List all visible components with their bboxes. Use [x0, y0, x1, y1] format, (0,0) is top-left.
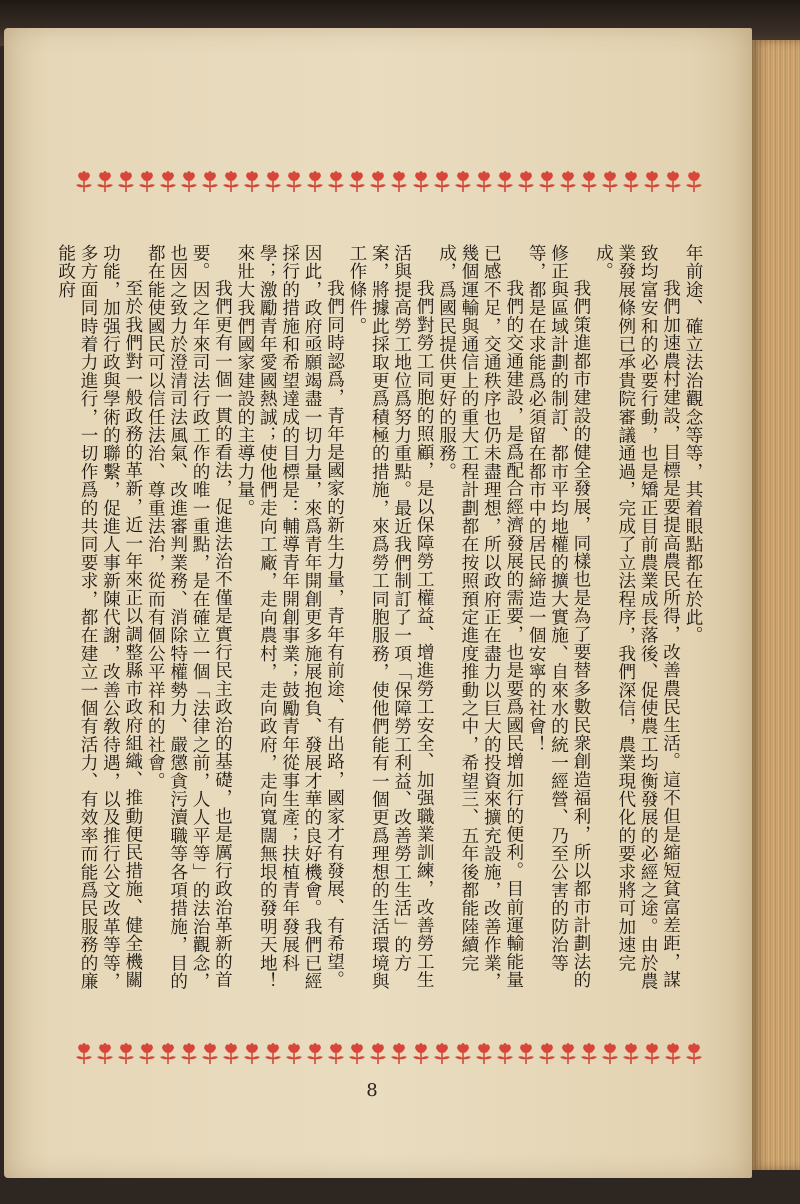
flower-ornament-icon [179, 1041, 199, 1065]
flower-ornament-icon [432, 1041, 452, 1065]
flower-ornament-icon [200, 1041, 220, 1065]
flower-ornament-icon [284, 169, 304, 193]
flower-ornament-icon [389, 169, 409, 193]
flower-ornament-icon [116, 1041, 136, 1065]
flower-ornament-icon [558, 1041, 578, 1065]
flower-ornament-icon [221, 169, 241, 193]
page-number: 8 [366, 1080, 378, 1101]
flower-ornament-icon [642, 1041, 662, 1065]
paragraph: 我們同時認爲，青年是國家的新生力量，青年有前途、有出路，國家才有發展、有希望。因此，政府亟願竭盡一切力量，來爲青年開創更多施展抱負、發展才華的良好機會。我們已經採行的措施和希望達成的目標是：輔導青年開創事業；鼓勵青年從事生產；扶植青年發展科學；激勵青年愛國熱誠；使他們走向工廠，走向農村，走向政府，走向寬闊無垠的發明天地！來壯大我們國家建設的主導力量。 [234, 244, 345, 991]
flower-ornament-icon [95, 169, 115, 193]
flower-ornament-icon [263, 1041, 283, 1065]
flower-ornament-icon [368, 169, 388, 193]
flower-ornament-icon [116, 169, 136, 193]
flower-ornament-icon [326, 1041, 346, 1065]
flower-ornament-icon [579, 169, 599, 193]
flower-ornament-icon [284, 1041, 304, 1065]
flower-ornament-icon [368, 1041, 388, 1065]
flower-ornament-icon [242, 169, 262, 193]
flower-ornament-icon [579, 1041, 599, 1065]
flower-ornament-icon [411, 1041, 431, 1065]
paragraph: 我們對勞工同胞的照顧，是以保障勞工權益、增進勞工安全、加强職業訓練，改善勞工生活與提高勞工地位爲努力重點。最近我們制訂了一項「保障勞工利益、改善勞工生活」的方案，將據此採取更爲積極的措施，來爲勞工同胞服務，使他們能有一個更爲理想的生活環境與工作條件。 [346, 244, 435, 991]
flower-ornament-icon [516, 169, 536, 193]
flower-ornament-icon [221, 1041, 241, 1065]
flower-ornament-icon [411, 169, 431, 193]
flower-ornament-icon [453, 169, 473, 193]
flower-ornament-icon [516, 1041, 536, 1065]
flower-ornament-icon [663, 1041, 683, 1065]
top-flower-border [74, 168, 704, 194]
paragraph: 我們更有一個一貫的看法，促進法治不僅是實行民主政治的基礎，也是厲行政治革新的首要。因之年來司法行政工作的唯一重點，是在確立一個「法律之前，人人平等」的法治觀念，也因之致力於澄清司法風氣、改進審判業務、消除特權勢力、嚴懲貪污瀆職等各項措施，目的都在能使國民可以信任法治、尊重法治，從而有個公平祥和的社會。 [145, 244, 233, 991]
paragraph: 年前途、確立法治觀念等等，其着眼點都在於此。 [683, 244, 703, 645]
flower-ornament-icon [537, 169, 557, 193]
paragraph: 至於我們對一般政務的革新，近一年來正以調整縣市政府組織、推動便民措施、健全機關功能，加强行政與學術的聯繫，促進人事新陳代謝，改善公敎待遇，以及推行公文改革等等，多方面同時着力進行，一切作爲的共同要求，都在建立一個有活力、有效率而能爲民服務的廉能政府 [55, 244, 143, 991]
flower-ornament-icon [305, 169, 325, 193]
flower-ornament-icon [74, 1041, 94, 1065]
flower-ornament-icon [558, 169, 578, 193]
flower-ornament-icon [158, 1041, 178, 1065]
flower-ornament-icon [137, 1041, 157, 1065]
flower-ornament-icon [432, 169, 452, 193]
bottom-flower-border [74, 1040, 704, 1066]
flower-ornament-icon [621, 1041, 641, 1065]
flower-ornament-icon [347, 169, 367, 193]
vertical-text-body [55, 244, 704, 1004]
paragraph: 我們策進都市建設的健全發展，同樣也是為了要替多數民衆創造福利，所以都市計劃法的修正與區域計劃的制訂、都市平均地權的擴大實施、自來水的統一經營、乃至公害的防治等等，都是在求能爲必須留在都市中的居民締造一個安寧的社會！ [526, 244, 591, 989]
page-stack-edge [752, 40, 800, 1170]
flower-ornament-icon [347, 1041, 367, 1065]
flower-ornament-icon [326, 169, 346, 193]
flower-ornament-icon [495, 169, 515, 193]
flower-ornament-icon [642, 169, 662, 193]
flower-ornament-icon [621, 169, 641, 193]
paragraph: 我們的交通建設，是爲配合經濟發展的需要，也是要爲國民增加行的便利。目前運輸能量已感不足，交通秩序也仍未盡理想，所以政府正在盡力以巨大的投資來擴充設施，改善作業，幾個運輸與通信上的重大工程計劃都在按照預定進度推動之中，希望三、五年後都能陸續完成，爲國民提供更好的服務。 [436, 244, 524, 991]
flower-ornament-icon [537, 1041, 557, 1065]
flower-ornament-icon [158, 169, 178, 193]
flower-ornament-icon [684, 169, 704, 193]
flower-ornament-icon [474, 169, 494, 193]
flower-ornament-icon [74, 169, 94, 193]
flower-ornament-icon [495, 1041, 515, 1065]
flower-ornament-icon [263, 169, 283, 193]
flower-ornament-icon [474, 1041, 494, 1065]
flower-ornament-icon [200, 169, 220, 193]
flower-ornament-icon [453, 1041, 473, 1065]
paragraph: 我們加速農村建設，目標是要提高農民所得，改善農民生活。這不但是縮短貧富差距，謀致均富安和的必要行動，也是矯正目前農業成長落後、促使農工均衡發展的必經之途。由於農業發展條例已承貴院審議通過，完成了立法程序，我們深信，農業現代化的要求將可加速完成。 [593, 244, 681, 991]
flower-ornament-icon [389, 1041, 409, 1065]
flower-ornament-icon [95, 1041, 115, 1065]
flower-ornament-icon [600, 1041, 620, 1065]
flower-ornament-icon [663, 169, 683, 193]
flower-ornament-icon [137, 169, 157, 193]
flower-ornament-icon [179, 169, 199, 193]
flower-ornament-icon [242, 1041, 262, 1065]
flower-ornament-icon [305, 1041, 325, 1065]
flower-ornament-icon [600, 169, 620, 193]
flower-ornament-icon [684, 1041, 704, 1065]
